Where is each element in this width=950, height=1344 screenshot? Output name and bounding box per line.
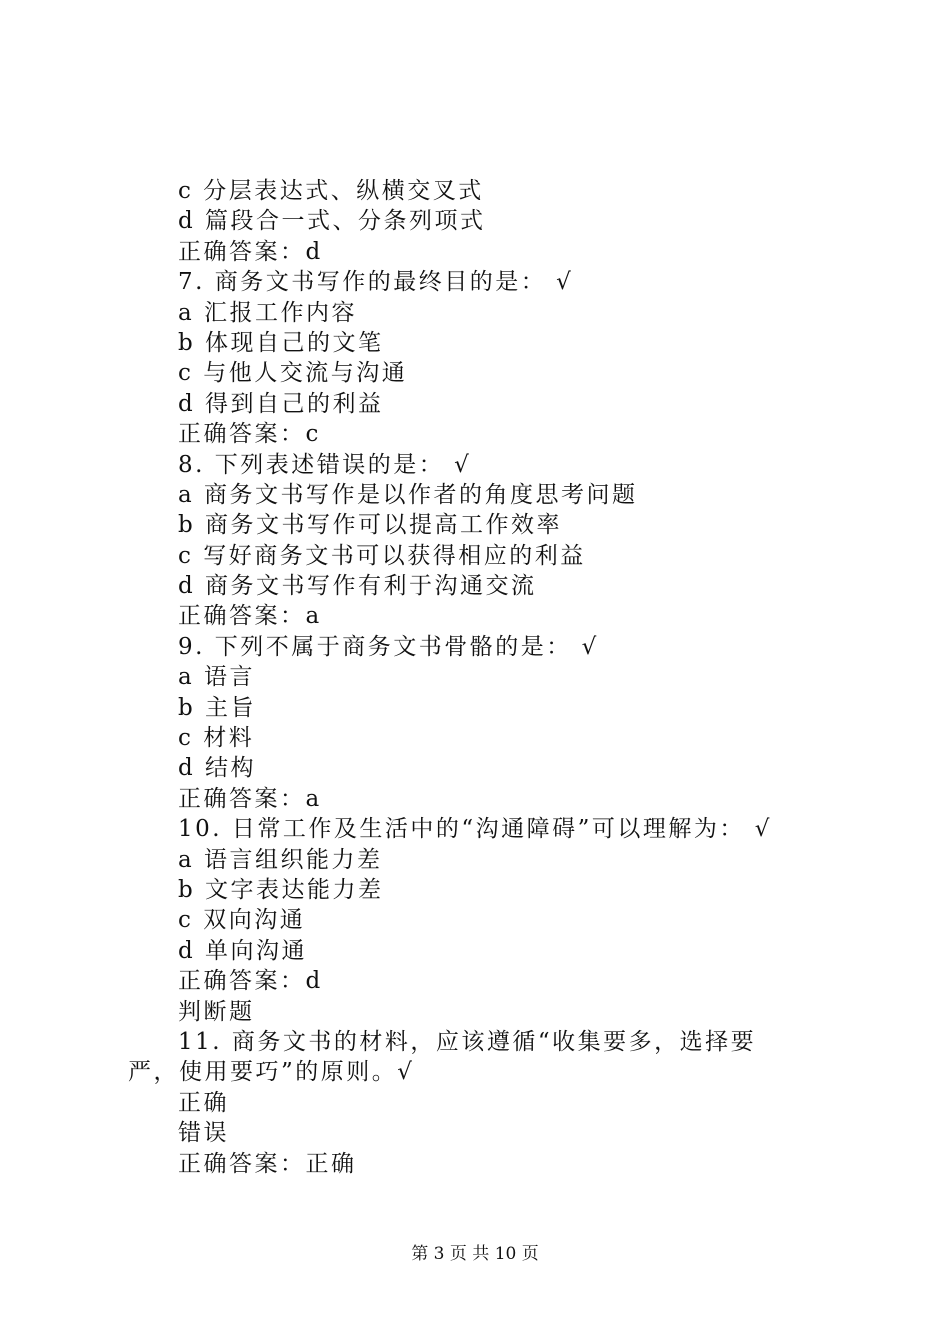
answer-line: 正确答案：a [178, 603, 322, 630]
text-line: c 分层表达式、纵横交叉式 [178, 178, 484, 204]
text-line: d 篇段合一式、分条列项式 [178, 208, 486, 235]
option-a: a 语言组织能力差 [178, 846, 383, 873]
section-heading: 判断题 [178, 998, 255, 1025]
question-8: 8. 下列表述错误的是： √ [178, 451, 472, 478]
question-7: 7. 商务文书写作的最终目的是： √ [178, 269, 574, 296]
option-d: d 结构 [178, 755, 257, 782]
option-c: c 双向沟通 [178, 907, 306, 934]
question-11: 11. 商务文书的材料，应该遵循“收集要多，选择要严，使用要巧”的原则。√ [128, 1028, 757, 1086]
answer-line: 正确答案：正确 [178, 1150, 357, 1177]
option-a: a 语言 [178, 664, 256, 691]
option-c: c 写好商务文书可以获得相应的利益 [178, 542, 586, 569]
option-true: 正确 [178, 1089, 229, 1116]
option-b: b 体现自己的文笔 [178, 329, 384, 356]
document-body [0, 176, 950, 1179]
option-d: d 得到自己的利益 [178, 390, 384, 417]
option-c: c 材料 [178, 725, 255, 752]
question-10: 10. 日常工作及生活中的“沟通障碍”可以理解为： √ [178, 816, 772, 843]
option-b: b 商务文书写作可以提高工作效率 [178, 512, 563, 539]
option-d: d 单向沟通 [178, 937, 308, 964]
option-b: b 主旨 [178, 694, 257, 721]
option-a: a 商务文书写作是以作者的角度思考问题 [178, 481, 638, 508]
option-a: a 汇报工作内容 [178, 299, 358, 326]
answer-line: 正确答案：d [178, 238, 323, 265]
question-9: 9. 下列不属于商务文书骨骼的是： √ [178, 633, 599, 660]
option-b: b 文字表达能力差 [178, 876, 384, 903]
option-false: 错误 [178, 1120, 229, 1147]
answer-line: 正确答案：d [178, 968, 323, 995]
option-d: d 商务文书写作有利于沟通交流 [178, 573, 537, 600]
option-c: c 与他人交流与沟通 [178, 360, 408, 387]
answer-line: 正确答案：c [178, 421, 321, 448]
page-footer: 第 3 页 共 10 页 [411, 1244, 539, 1264]
answer-line: 正确答案：a [178, 785, 322, 812]
